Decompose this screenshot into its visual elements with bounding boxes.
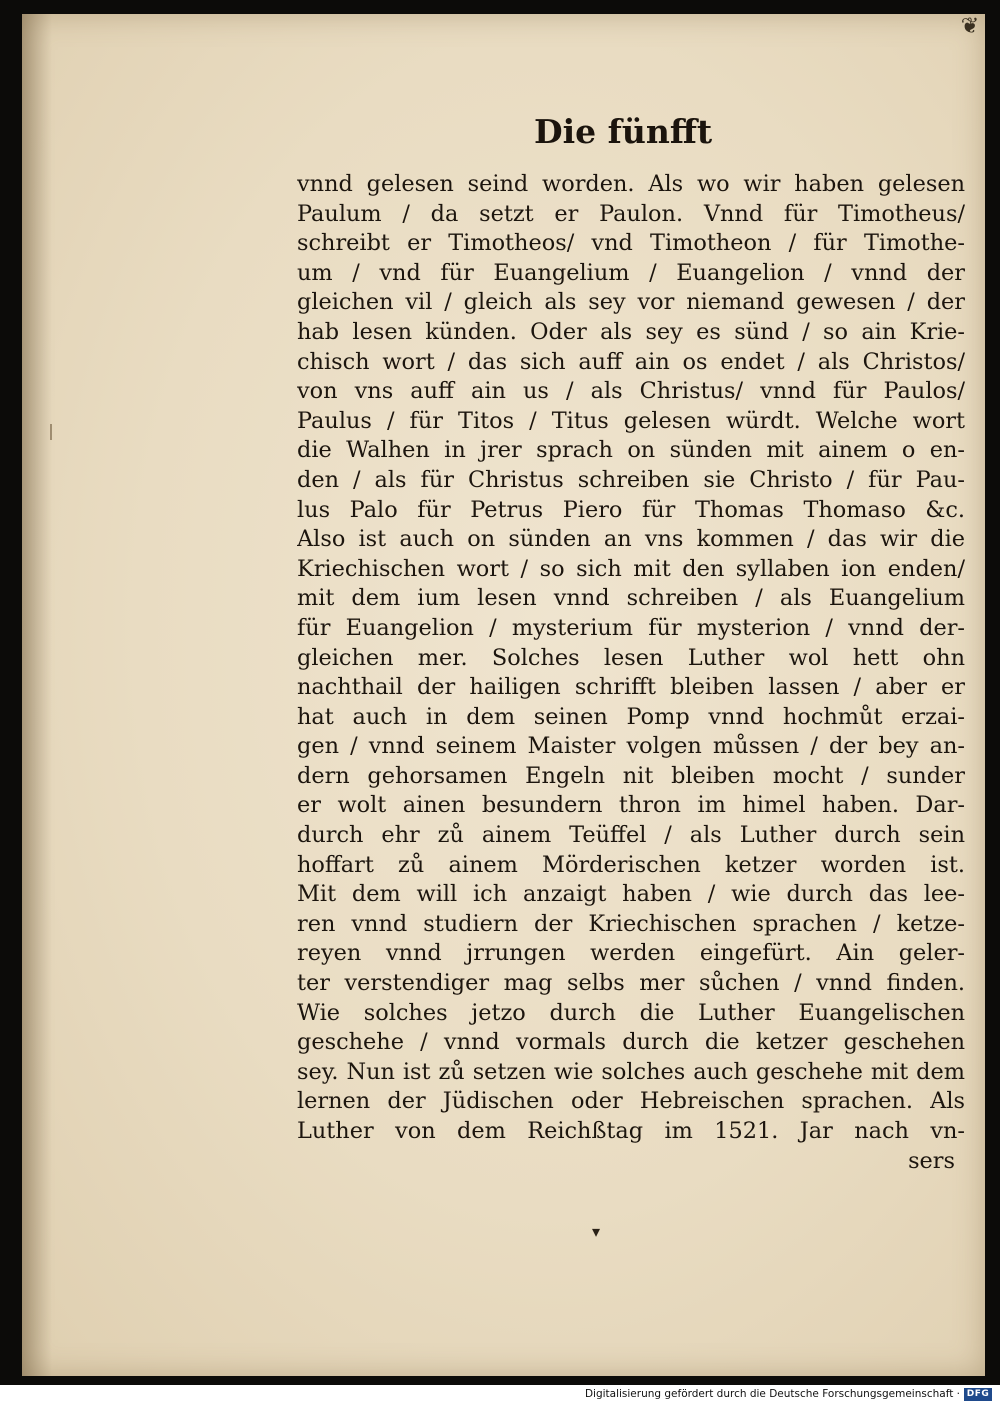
funding-credit: Digitalisierung gefördert durch die Deutsche Forschungsgemeinschaft ·: [584, 1388, 960, 1400]
corner-ornament-icon: ❦: [960, 14, 980, 39]
text-line: chisch wort / das sich auff ain os endet / als Christos/: [297, 348, 965, 375]
text-line: Kriechischen wort / so sich mit den syllaben ion enden/: [297, 555, 965, 582]
text-line: ter verstendiger mag selbs mer sůchen / vnnd finden.: [297, 970, 965, 997]
dfg-logo: DFG: [964, 1388, 992, 1401]
text-line: Paulus / für Titos / Titus gelesen würdt. Welche wort: [297, 407, 965, 434]
text-line: von vns auff ain us / als Christus/ vnnd für Paulos/: [297, 378, 965, 405]
footer-bar: [0, 1385, 1000, 1404]
text-line: lus Palo für Petrus Piero für Thomas Thomaso &c.: [297, 496, 965, 523]
gutter-shadow: [22, 14, 52, 1376]
running-head: Die fünfft: [534, 112, 713, 151]
text-line: sey. Nun ist zů setzen wie solches auch geschehe mit dem: [297, 1058, 965, 1085]
text-line: gleichen mer. Solches lesen Luther wol hett ohn: [297, 644, 965, 671]
catchword: sers: [908, 1147, 955, 1174]
text-line: nachthail der hailigen schrifft bleiben lassen / aber er: [297, 674, 965, 701]
text-line: lernen der Jüdischen oder Hebreischen sprachen. Als: [297, 1088, 965, 1115]
text-line: ren vnnd studiern der Kriechischen sprachen / ketze-: [297, 910, 965, 937]
text-line: für Euangelion / mysterium für mysterion / vnnd der-: [297, 614, 965, 641]
bottom-ornament-icon: ▾: [592, 1222, 601, 1241]
text-line: um / vnd für Euangelium / Euangelion / vnnd der: [297, 259, 965, 286]
text-line: schreibt er Timotheos/ vnd Timotheon / für Timothe-: [297, 230, 965, 257]
text-line: die Walhen in jrer sprach on sünden mit ainem o en-: [297, 437, 965, 464]
text-line: reyen vnnd jrrungen werden eingefürt. Ain geler-: [297, 940, 965, 967]
book-page: [22, 14, 985, 1376]
text-line: hab lesen künden. Oder als sey es sünd / so ain Krie-: [297, 318, 965, 345]
text-line: er wolt ainen besundern thron im himel haben. Dar-: [297, 792, 965, 819]
text-line: hat auch in dem seinen Pomp vnnd hochmůt erzai-: [297, 703, 965, 730]
text-line: Mit dem will ich anzaigt haben / wie durch das lee-: [297, 881, 965, 908]
text-line: dern gehorsamen Engeln nit bleiben mocht / sunder: [297, 762, 965, 789]
text-line: Wie solches jetzo durch die Luther Euangelischen: [297, 999, 965, 1026]
body-text: [297, 170, 965, 1176]
text-line: mit dem ium lesen vnnd schreiben / als Euangelium: [297, 585, 965, 612]
text-line: Also ist auch on sünden an vns kommen / das wir die: [297, 526, 965, 553]
text-line: gleichen vil / gleich als sey vor niemand gewesen / der: [297, 289, 965, 316]
text-line: gen / vnnd seinem Maister volgen můssen / der bey an-: [297, 733, 965, 760]
text-line: vnnd gelesen seind worden. Als wo wir haben gelesen: [297, 171, 965, 197]
text-line: Luther von dem Reichßtag im 1521. Jar nach vn-: [297, 1118, 965, 1144]
text-line: den / als für Christus schreiben sie Christo / für Pau-: [297, 466, 965, 493]
text-line: geschehe / vnnd vormals durch die ketzer geschehen: [297, 1029, 965, 1056]
text-line: Paulum / da setzt er Paulon. Vnnd für Timotheus/: [297, 200, 965, 227]
margin-mark: [50, 424, 58, 440]
text-line: durch ehr zů ainem Teüffel / als Luther durch sein: [297, 822, 965, 849]
text-line: hoffart zů ainem Mörderischen ketzer worden ist.: [297, 851, 965, 878]
